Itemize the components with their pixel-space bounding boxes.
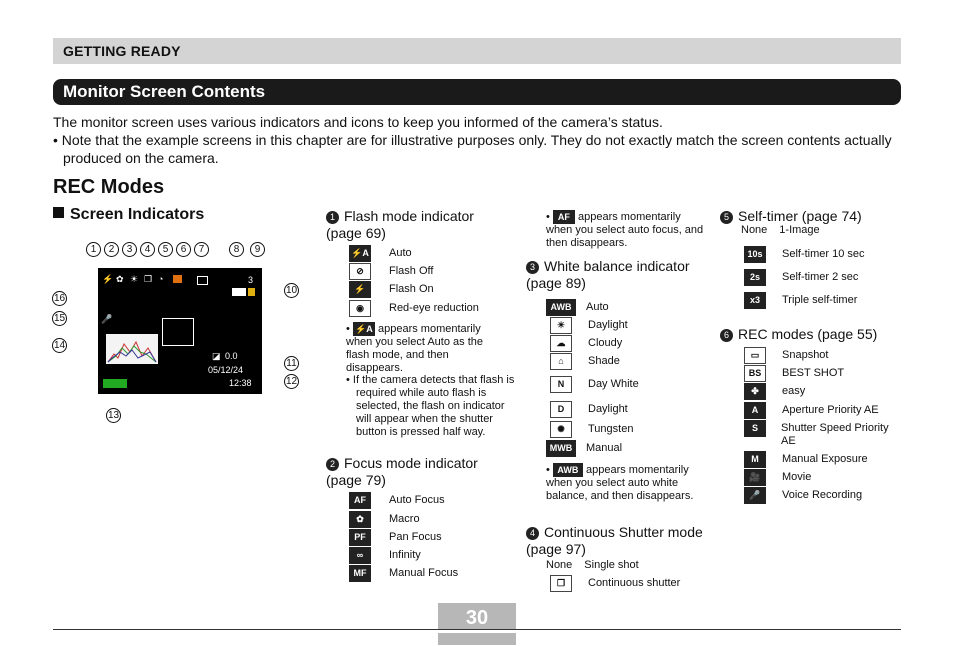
rm-row-movie [744,469,811,485]
time-display: 12:38 [229,378,252,388]
microphone-icon: 🎤 [744,487,766,504]
st-none-text: None [741,224,768,236]
section-title-bar [53,79,901,105]
wb-row-daylight [550,317,628,333]
callout-10: 10 [285,285,298,296]
wb-row-manual [546,440,622,456]
wb-cloudy-label: Cloudy [588,337,623,350]
rm-row-aperture [744,402,879,418]
wb-manual-label: Manual [586,442,623,455]
sun-icon: ☀ [550,317,572,334]
continuous-shutter-heading-text: Continuous Shutter mode (page 97) [526,524,703,557]
manual-focus-icon: MF [349,565,371,582]
af-note-text: appears momentarily when you select auto focus, and then disappears. [546,210,704,249]
red-eye-icon: ◉ [349,300,371,317]
st-10s-label: Self-timer 10 sec [782,248,865,261]
timer-2s-icon: 2s [744,269,766,286]
callout-15: 15 [53,313,66,324]
red-eye-label: Red-eye reduction [389,302,479,315]
focus-row-mf [349,565,458,581]
wb-tungsten-label: Tungsten [588,423,634,436]
fluorescent-n-icon: N [550,376,572,393]
callout-13: 13 [107,410,120,421]
flash-auto-note-text: appears momentarily when you select Auto as the flash mode, and then disappears. [346,322,483,374]
wb-row-auto [546,299,609,315]
flash-row-off [349,263,433,279]
num-5: 5 [720,211,733,224]
rec-modes-list-heading-text: REC modes (page 55) [738,326,878,342]
num-1: 1 [326,211,339,224]
histogram-graph [106,334,158,364]
movie-icon: 🎥 [744,469,766,486]
audio-icon: 🎤 [101,314,113,324]
macro-icon: ✿ [116,274,124,284]
flash-auto-small-icon: ⚡A [353,322,375,336]
st-row-triple [744,292,857,308]
self-timer-heading-text: Self-timer (page 74) [738,208,862,224]
callout-14: 14 [53,340,66,351]
callout-4: 4 [140,242,155,257]
callout-7: 7 [194,242,209,257]
awb-small-icon: AWB [553,463,583,477]
rm-snapshot-label: Snapshot [782,349,829,362]
flash-mode-heading-text: Flash mode indicator (page 69) [326,208,474,241]
wb-auto-label: Auto [586,301,609,314]
shade-icon: ⌂ [550,353,572,370]
white-balance-heading [526,258,716,292]
st-2s-label: Self-timer 2 sec [782,271,859,284]
focus-frame [162,318,194,346]
infinity-icon: ∞ [349,547,371,564]
rm-movie-label: Movie [782,471,812,484]
wb-shade-label: Shade [588,355,620,368]
footer-rule [53,629,901,630]
callout-5: 5 [158,242,173,257]
pan-focus-label: Pan Focus [389,531,442,544]
focus-row-macro [349,511,420,527]
metering-icon [197,276,208,285]
rm-row-shutter [744,420,766,436]
wb-row-daylight-fl [550,401,628,417]
continuous-shutter-icon: ❐ [550,575,572,592]
wb-row-tungsten [550,421,633,437]
fluorescent-d-icon: D [550,401,572,418]
st-triple-label: Triple self-timer [782,294,858,307]
flash-on-label: Flash On [389,283,434,296]
infinity-label: Infinity [389,549,421,562]
num-6: 6 [720,329,733,342]
timer-triple-icon: x3 [744,292,766,309]
auto-focus-icon: AF [349,492,371,509]
exposure-icon: ◪ [212,351,221,361]
wb-row-daywhite [550,376,639,392]
cs-row-continuous [550,575,680,591]
easy-icon: ✤ [744,383,766,400]
cs-none-text: None [546,559,573,571]
callout-11: 11 [284,356,299,371]
awb-note-text: appears momentarily when you select auto white balance, and then disappears. [546,463,694,502]
bulb-icon: ✺ [550,421,572,438]
wb-row-shade [550,353,620,369]
focus-mode-heading [326,455,506,489]
rm-row-voice [744,487,862,503]
remaining-count: 3 [248,275,254,285]
focus-mode-heading-text: Focus mode indicator (page 79) [326,455,478,488]
timer-10s-icon: 10s [744,246,766,263]
screen-indicators-heading [53,206,204,224]
num-4: 4 [526,527,539,540]
wb-day-white-label: Day White [588,378,639,391]
battery-icon [103,379,127,388]
awb-note: • AWB appears momentarily when you select auto white balance, and then disappears. [546,463,694,502]
callout-2: 2 [104,242,119,257]
rm-shutter-label: Shutter Speed Priority AE [781,422,889,447]
intro-text [53,113,901,167]
macro-label: Macro [389,513,420,526]
continuous-icon: ❐ [144,274,153,284]
rm-easy-label: easy [782,385,806,398]
exposure-value: 0.0 [225,351,238,361]
callout-8: 8 [229,242,244,257]
rm-row-bestshot [744,365,844,381]
intro-note: • Note that the example screens in this chapter are for illustrative purposes only. They do not exactly match the screen contents actually produced on the camera. [53,132,892,166]
st-row-10s [744,246,865,262]
running-header [53,38,901,64]
running-header-text: GETTING READY [63,43,181,59]
awb-icon: AWB [546,299,576,316]
square-bullet-icon [53,207,64,218]
rm-aperture-label: Aperture Priority AE [782,404,879,417]
rm-voice-label: Voice Recording [782,489,863,502]
flash-off-label: Flash Off [389,265,434,278]
aperture-priority-icon: A [744,402,766,419]
page-number: 30 [465,607,489,629]
rm-row-easy [744,383,805,399]
best-shot-icon: BS [744,365,766,382]
white-balance-heading-text: White balance indicator (page 89) [526,258,690,291]
cs-row-none [546,557,639,573]
focus-row-af [349,492,445,508]
af-small-icon: AF [553,210,575,224]
st-one-image-label: 1-Image [779,224,820,236]
flash-auto-label: Auto [389,247,412,260]
monitor-screen-illustration [98,268,262,394]
white-balance-icon: ☀ [130,274,139,284]
flash-auto-note: • ⚡A appears momentarily when you select Auto as the flash mode, and then disappears. [346,322,483,374]
callout-16: 16 [53,293,66,304]
cloud-icon: ☁ [550,335,572,352]
callout-9: 9 [250,242,265,257]
manual-focus-label: Manual Focus [389,567,459,580]
wb-daylight-label: Daylight [588,319,628,332]
auto-focus-label: Auto Focus [389,494,445,507]
rm-manual-label: Manual Exposure [782,453,868,466]
num-2: 2 [326,458,339,471]
flash-auto-icon: ⚡A [349,245,371,262]
flash-row-auto [349,245,412,261]
wb-row-cloudy [550,335,622,351]
date-display: 05/12/24 [208,365,244,375]
image-size-icon [232,288,246,296]
flash-required-note: • If the camera detects that flash is required while auto flash is selected, the flash on indicator will appear when the shutter button is pressed half way. [346,374,515,438]
flash-on-icon: ⚡ [349,281,371,298]
quality-icon [248,288,255,296]
wb-daylight-fl-label: Daylight [588,403,628,416]
callout-3: 3 [122,242,137,257]
flash-off-icon: ⊘ [349,263,371,280]
section-title: Monitor Screen Contents [63,82,266,101]
flash-mode-heading [326,208,506,242]
flash-row-redeye [349,300,479,316]
rm-row-manual [744,451,868,467]
callout-1: 1 [86,242,101,257]
focus-row-pf [349,529,442,545]
num-3: 3 [526,261,539,274]
shutter-priority-icon: S [744,420,766,437]
screen-indicators-label: Screen Indicators [70,206,205,223]
rec-mode-icon [173,275,182,283]
snapshot-icon: ▭ [744,347,766,364]
st-row-none [741,222,820,238]
af-note: • AF appears momentarily when you select auto focus, and then disappears. [546,210,704,249]
callout-12: 12 [285,376,298,387]
page-number-box [438,603,516,645]
intro-paragraph: The monitor screen uses various indicators and icons to keep you informed of the camera’s status. [53,114,663,130]
self-timer-icon: ◔ [158,274,164,284]
focus-row-inf [349,547,421,563]
flash-row-on [349,281,434,297]
page-number-strip [438,630,516,633]
rec-modes-heading: REC Modes [53,176,165,198]
rm-bestshot-label: BEST SHOT [782,367,845,380]
rec-modes-list-heading [720,326,900,343]
st-row-2s [744,269,858,285]
histogram [106,334,158,364]
continuous-shutter-heading [526,524,716,558]
cs-continuous-label: Continuous shutter [588,577,681,590]
mwb-icon: MWB [546,440,576,457]
cs-single-label: Single shot [584,559,639,571]
manual-exposure-icon: M [744,451,766,468]
callout-6: 6 [176,242,191,257]
macro-focus-icon: ✿ [349,511,371,528]
pan-focus-icon: PF [349,529,371,546]
flash-indicator-icon: ⚡ [102,274,114,284]
rm-row-snapshot [744,347,828,363]
